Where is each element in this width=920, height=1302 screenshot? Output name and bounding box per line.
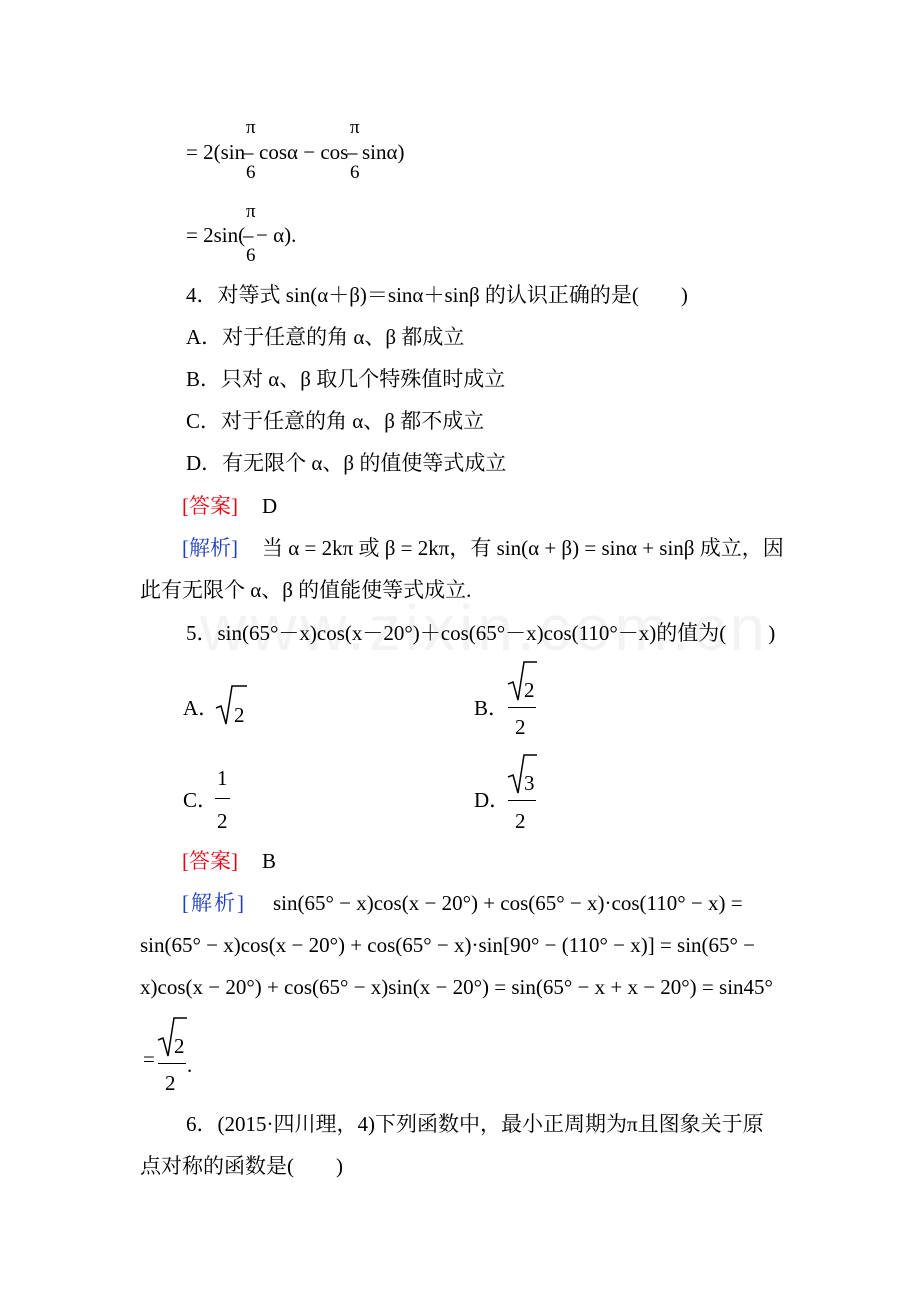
analysis-text: 此有无限个 α、β 的值能使等式成立.: [140, 578, 472, 602]
equals-sign: =: [143, 1047, 155, 1071]
question-stem: 5．sin(65°－x)cos(x－20°)＋cos(65°－x)cos(110°－x)的值为( ): [186, 621, 776, 645]
analysis-text: x)cos(x − 20°) + cos(65° − x)sin(x − 20°) = sin(65° − x + x − 20°) = sin45°: [140, 975, 773, 999]
fraction-denominator: 6: [350, 162, 360, 183]
derivation-mid-1: cosα − cos: [259, 140, 349, 164]
fraction-denominator: 2: [165, 1071, 176, 1095]
fraction-denominator: 6: [246, 162, 256, 183]
fraction-line: [508, 800, 536, 801]
fraction-denominator: 2: [217, 809, 228, 833]
fraction-bar: –: [243, 223, 254, 247]
fraction-numerator: 1: [217, 766, 228, 790]
option-d: D．有无限个 α、β 的值使等式成立: [186, 451, 507, 475]
answer-value: D: [262, 494, 278, 518]
answer-label: [答案]: [182, 849, 238, 873]
derivation-prefix: = 2(sin: [186, 140, 246, 164]
option-label: A．: [183, 696, 220, 720]
period: .: [187, 1053, 193, 1077]
fraction-line: [158, 1063, 186, 1064]
analysis-text: 当 α = 2kπ 或 β = 2kπ，有 sin(α + β) = sinα + sinβ 成立，因: [262, 536, 784, 560]
analysis-label: [解析]: [182, 536, 238, 560]
question-stem: 6．(2015·四川理，4)下列函数中，最小正周期为π且图象关于原: [186, 1112, 764, 1136]
analysis-label: [解析]: [182, 891, 246, 915]
fraction-line: [215, 798, 230, 799]
fraction-line: [508, 707, 536, 708]
fraction-denominator: 2: [515, 809, 526, 833]
question-stem: 4．对等式 sin(α＋β)＝sinα＋sinβ 的认识正确的是( ): [186, 283, 688, 307]
answer-value: B: [262, 849, 277, 873]
fraction-numerator: π: [246, 201, 256, 222]
fraction-numerator: π: [246, 117, 256, 138]
radicand: 2: [234, 703, 245, 727]
analysis-text: sin(65° − x)cos(x − 20°) + cos(65° − x)·sin[90° − (110° − x)] = sin(65° −: [140, 933, 756, 957]
fraction-denominator: 2: [515, 715, 526, 739]
radicand: 2: [524, 678, 535, 702]
fraction-bar: –: [243, 140, 254, 164]
radicand: 3: [524, 771, 535, 795]
option-label: C．: [183, 788, 219, 812]
option-a: A．对于任意的角 α、β 都成立: [186, 325, 465, 349]
answer-label: [答案]: [182, 494, 238, 518]
option-c: C．对于任意的角 α、β 都不成立: [186, 409, 485, 433]
derivation-tail: − α).: [256, 223, 297, 247]
fraction-denominator: 6: [246, 245, 256, 266]
analysis-text: sin(65° − x)cos(x − 20°) + cos(65° − x)·cos(110° − x) =: [273, 891, 743, 915]
option-label: D．: [474, 788, 511, 812]
option-label: B．: [474, 696, 510, 720]
question-stem-continued: 点对称的函数是( ): [140, 1154, 343, 1178]
derivation-prefix: = 2sin(: [186, 223, 246, 247]
option-b: B．只对 α、β 取几个特殊值时成立: [186, 367, 506, 391]
fraction-bar: –: [347, 140, 358, 164]
derivation-mid-2: sinα): [362, 140, 405, 164]
fraction-numerator: π: [350, 117, 360, 138]
radicand: 2: [174, 1034, 185, 1058]
